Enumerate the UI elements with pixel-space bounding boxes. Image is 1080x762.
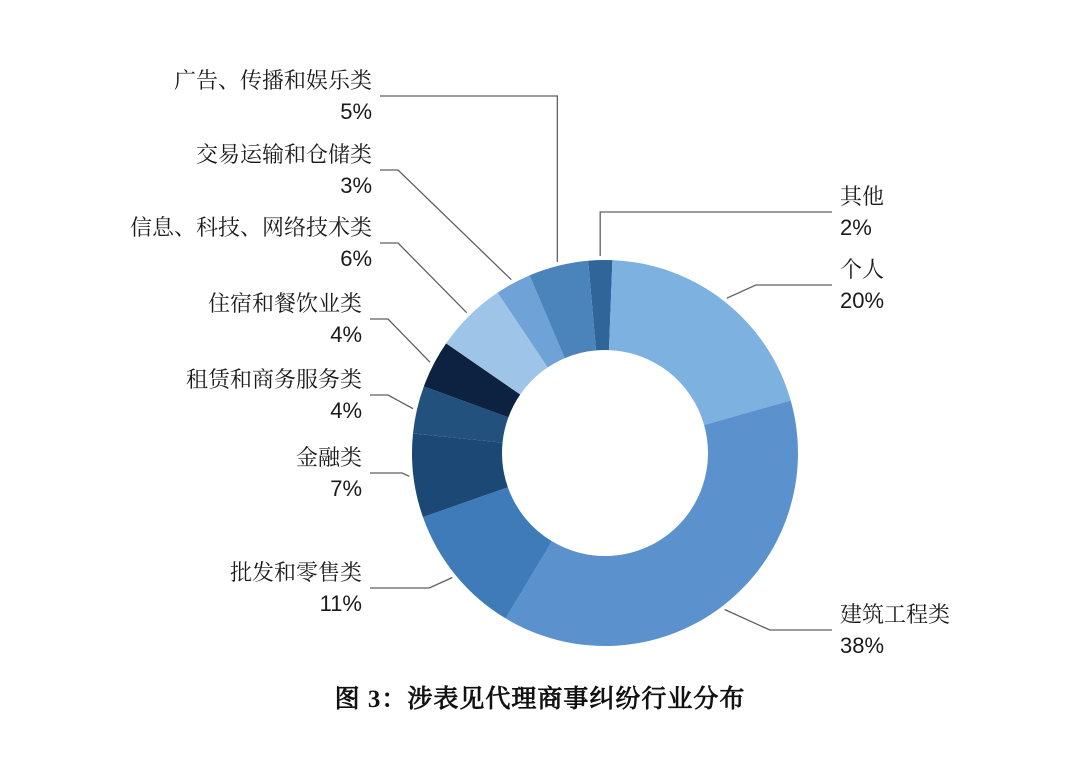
category-name: 批发和零售类 (229, 560, 362, 585)
category-label-9 (174, 65, 372, 127)
leader-line-8 (380, 170, 511, 280)
category-label-3 (230, 557, 362, 619)
leader-line-6 (370, 319, 430, 362)
category-percent: 38% (840, 633, 885, 658)
leader-line-0 (600, 212, 832, 256)
category-name: 信息、科技、网络技术类 (129, 215, 372, 240)
chart-title: 图 3：涉表见代理商事纠纷行业分布 (334, 686, 746, 713)
category-label-5 (186, 364, 362, 426)
category-name: 其他 (840, 184, 885, 209)
category-label-7 (130, 212, 372, 274)
leader-line-5 (370, 395, 413, 409)
category-percent: 20% (840, 288, 885, 313)
leader-line-7 (380, 243, 467, 313)
category-name: 租赁和商务服务类 (185, 367, 362, 392)
leader-line-4 (370, 473, 409, 476)
category-percent: 2% (840, 215, 872, 240)
category-name: 金融类 (295, 445, 362, 470)
category-percent: 4% (330, 398, 362, 423)
category-percent: 4% (330, 322, 362, 347)
category-percent: 11% (319, 591, 362, 616)
category-percent: 5% (340, 99, 372, 124)
category-percent: 6% (340, 246, 372, 271)
leader-line-3 (370, 578, 452, 588)
category-name: 广告、传播和娱乐类 (173, 68, 372, 93)
category-name: 住宿和餐饮业类 (207, 291, 362, 316)
category-name: 建筑工程类 (840, 602, 951, 627)
pie-slice-2 (506, 400, 798, 646)
category-label-2 (840, 599, 950, 661)
category-label-0 (840, 181, 884, 243)
category-name: 交易运输和仓储类 (195, 142, 372, 167)
leader-line-1 (727, 285, 832, 298)
category-name: 个人 (840, 257, 885, 282)
category-label-8 (196, 139, 372, 201)
category-percent: 7% (330, 476, 362, 501)
leader-line-2 (725, 610, 832, 631)
category-label-1 (840, 254, 884, 316)
category-percent: 3% (340, 173, 372, 198)
category-label-6 (208, 288, 362, 350)
category-label-4 (296, 442, 362, 504)
